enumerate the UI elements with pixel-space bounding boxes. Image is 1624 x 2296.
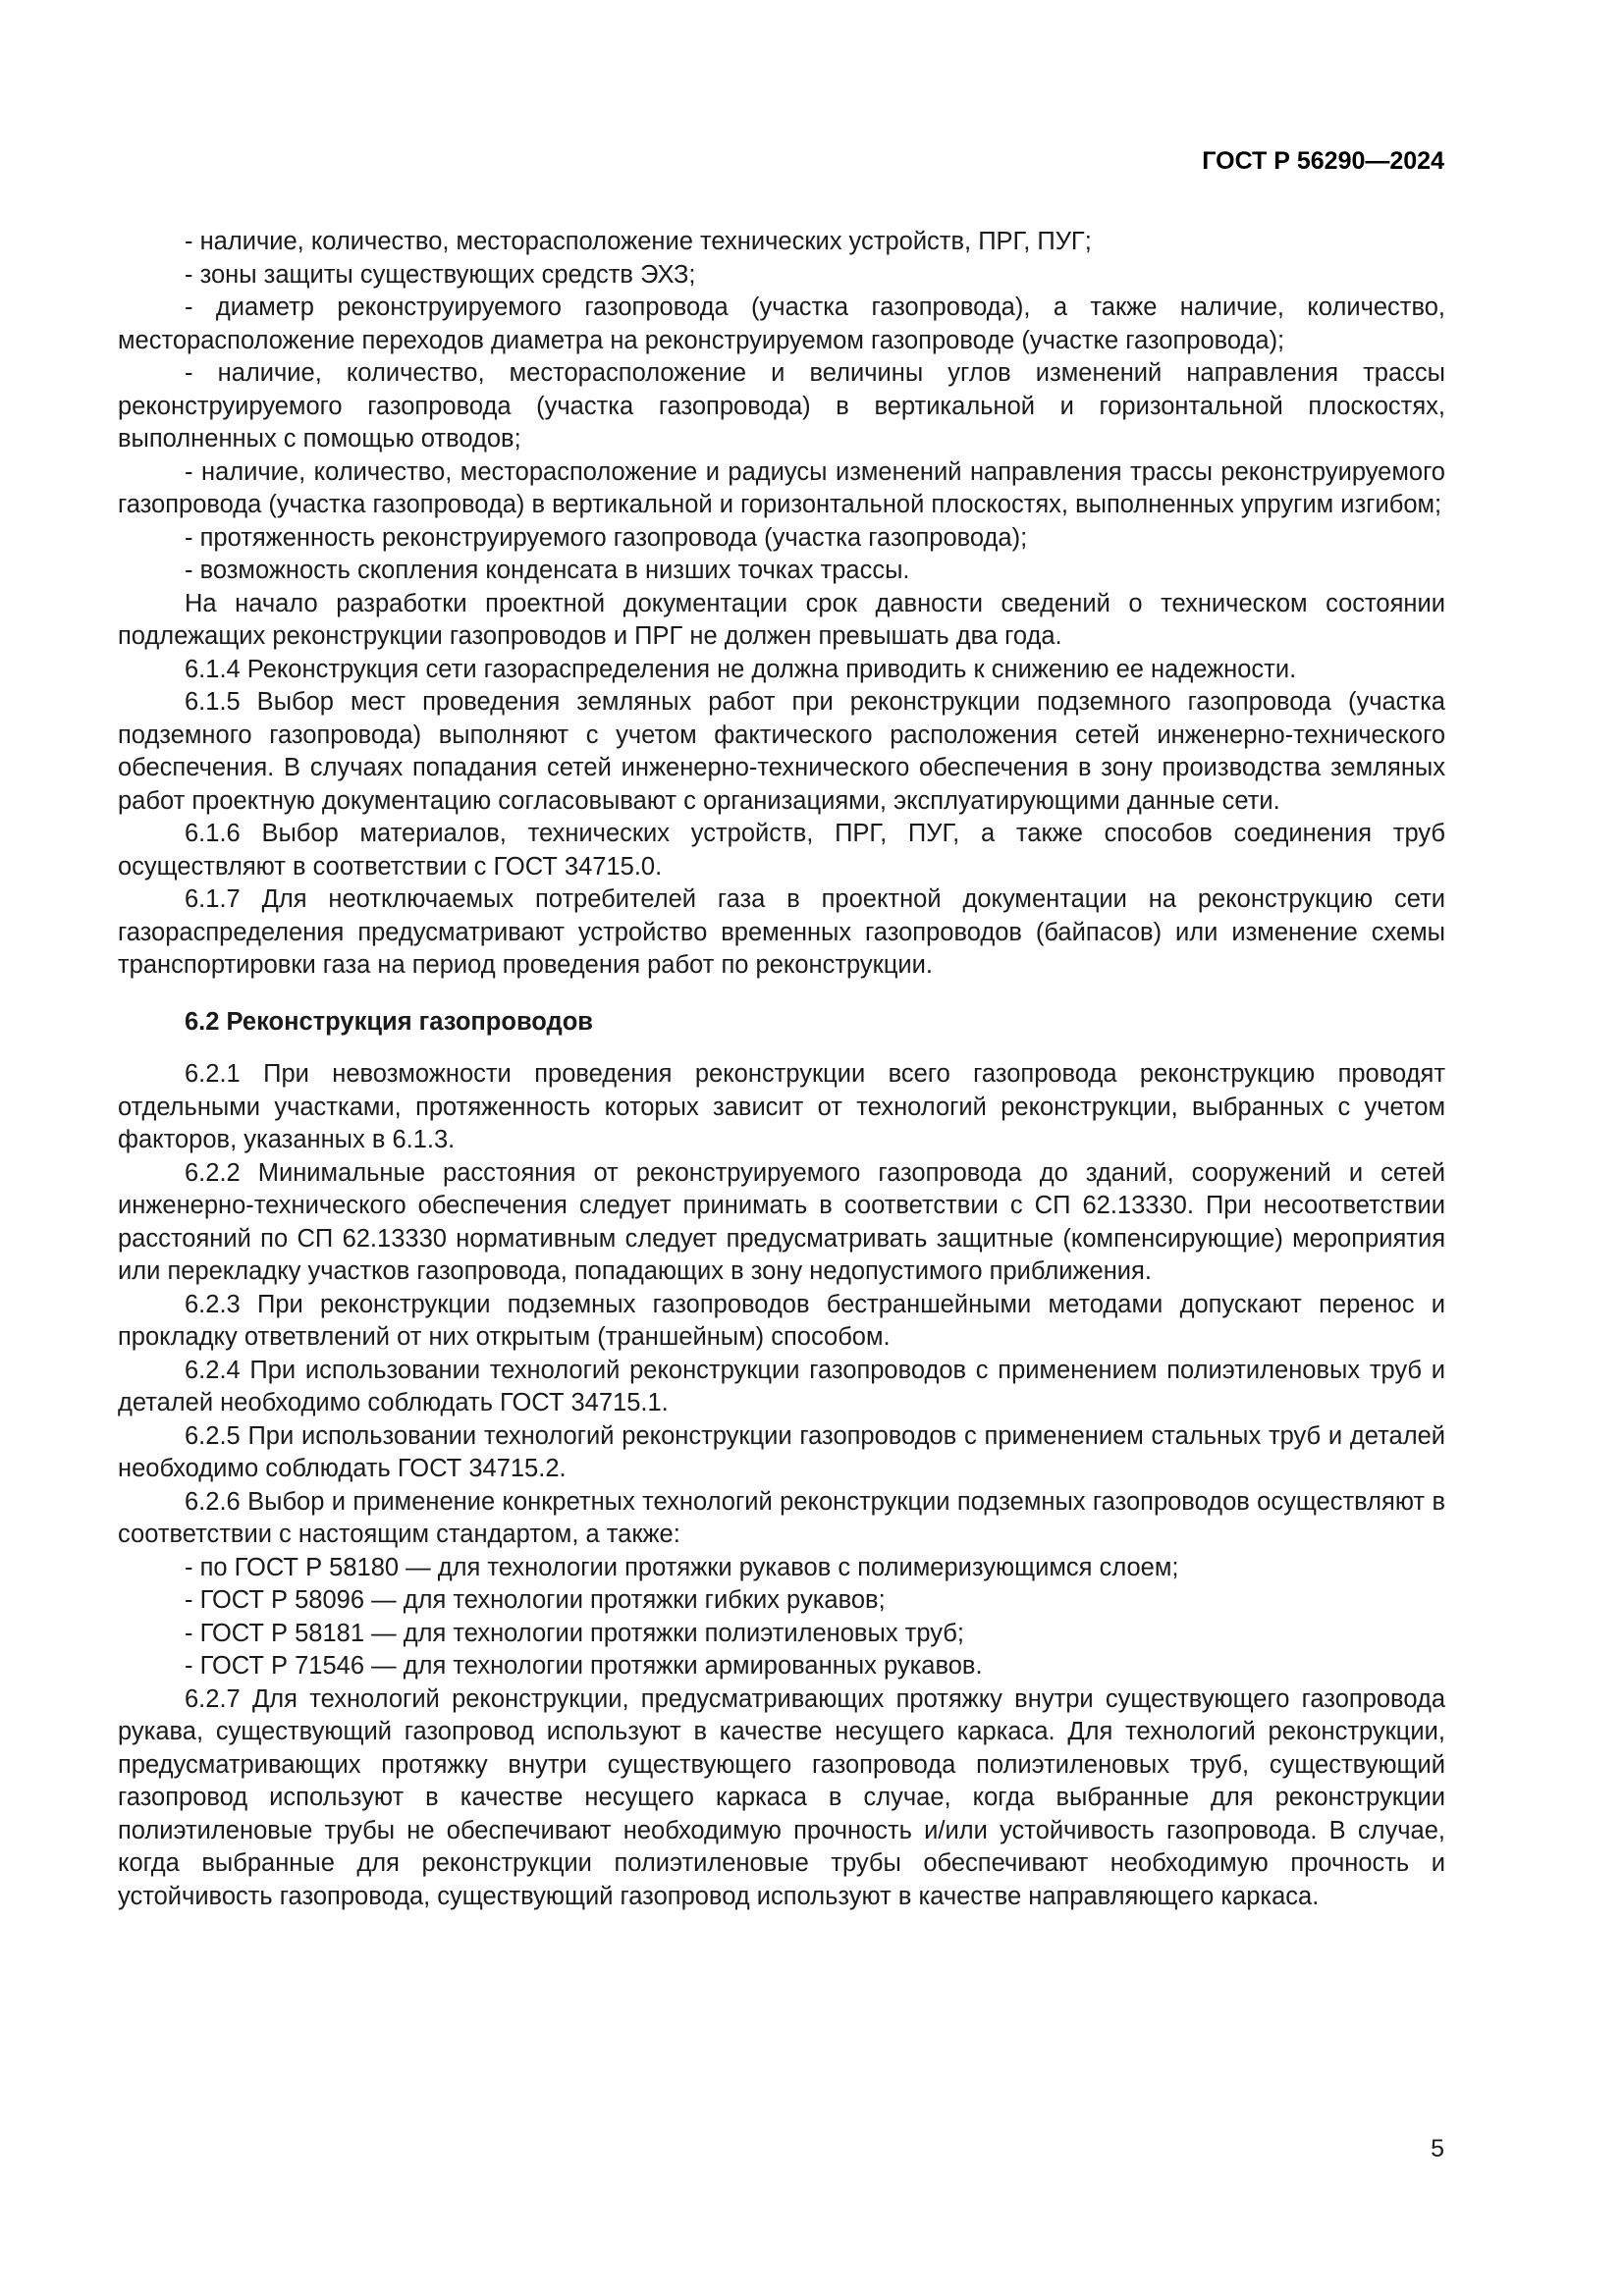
page-number: 5 <box>1431 2135 1444 2163</box>
document-header-id: ГОСТ Р 56290—2024 <box>1202 147 1444 175</box>
list-item-gost-58096: - ГОСТ Р 58096 — для технологии протяжки гибких рукавов; <box>185 1586 886 1614</box>
clause-6-1-5: 6.1.5 Выбор мест проведения земляных работ при реконструкции подземного газопровода (участка подземного газопровода) выполняют с учетом фактического расположения сетей инженерно-технического обеспечения. В случаях попадания сетей инженерно-технического обеспечения в зону производства земляных работ проектную документацию согласовывают с организациями, эксплуатирующими данные сети. <box>118 688 1445 815</box>
list-item-devices: - наличие, количество, месторасположение технических устройств, ПРГ, ПУГ; <box>185 228 1092 255</box>
document-body <box>118 226 1445 1913</box>
clause-6-2-3: 6.2.3 При реконструкции подземных газопроводов бестраншейными методами допускают перенос и прокладку ответвлений от них открытым (траншейным) способом. <box>118 1290 1445 1351</box>
section-heading-6-2: 6.2 Реконструкция газопроводов <box>185 1007 593 1036</box>
clause-6-2-4: 6.2.4 При использовании технологий реконструкции газопроводов с применением полиэтиленовых труб и деталей необходимо соблюдать ГОСТ 34715.1. <box>118 1356 1445 1416</box>
list-item-bends: - наличие, количество, месторасположение и величины углов изменений направления трассы реконструируемого газопровода (участка газопровода) в вертикальной и горизонтальной плоскостях, выполненных с помощью отводов; <box>118 359 1445 453</box>
clause-6-2-2: 6.2.2 Минимальные расстояния от реконструируемого газопровода до зданий, сооружений и сетей инженерно-технического обеспечения следует принимать в соответствии с СП 62.13330. При несоответствии расстояний по СП 62.13330 нормативным следует предусматривать защитные (компенсирующие) мероприятия или перекладку участков газопровода, попадающих в зону недопустимого приближения. <box>118 1158 1445 1285</box>
clause-6-1-4: 6.1.4 Реконструкция сети газораспределения не должна приводить к снижению ее надежности. <box>185 655 1297 683</box>
paragraph-data-age: На начало разработки проектной документации срок давности сведений о техническом состоянии подлежащих реконструкции газопроводов и ПРГ не должен превышать два года. <box>118 589 1445 650</box>
clause-6-1-7: 6.1.7 Для неотключаемых потребителей газа в проектной документации на реконструкцию сети газораспределения предусматривают устройство временных газопроводов (байпасов) или изменение схемы транспортировки газа на период проведения работ по реконструкции. <box>118 885 1445 979</box>
clause-6-2-7: 6.2.7 Для технологий реконструкции, предусматривающих протяжку внутри существующего газопровода рукава, существующий газопровод используют в качестве несущего каркаса. Для технологий реконструкции, предусматривающих протяжку внутри существующего газопровода полиэтиленовых труб, существующий газопровод используют в качестве несущего каркаса в случае, когда выбранные для реконструкции полиэтиленовые трубы не обеспечивают необходимую прочность и/или устойчивость газопровода. В случае, когда выбранные для реконструкции полиэтиленовые трубы обеспечивают необходимую прочность и устойчивость газопровода, существующий газопровод используют в качестве направляющего каркаса. <box>118 1684 1445 1910</box>
list-item-gost-58180: - по ГОСТ Р 58180 — для технологии протяжки рукавов с полимеризующимся слоем; <box>185 1553 1179 1581</box>
list-item-condensate: - возможность скопления конденсата в низших точках трассы. <box>185 557 910 584</box>
list-item-gost-71546: - ГОСТ Р 71546 — для технологии протяжки армированных рукавов. <box>185 1652 983 1680</box>
list-item-diameter: - диаметр реконструируемого газопровода (участка газопровода), а также наличие, количество, месторасположение переходов диаметра на реконструируемом газопроводе (участке газопровода); <box>118 294 1445 354</box>
clause-6-2-6: 6.2.6 Выбор и применение конкретных технологий реконструкции подземных газопроводов осуществляют в соответствии с настоящим стандартом, а также: <box>118 1487 1445 1548</box>
list-item-ehz-zones: - зоны защиты существующих средств ЭХЗ; <box>185 260 696 289</box>
clause-6-1-6: 6.1.6 Выбор материалов, технических устройств, ПРГ, ПУГ, а также способов соединения труб осуществляют в соответствии с ГОСТ 34715.0. <box>118 820 1445 881</box>
list-item-gost-58181: - ГОСТ Р 58181 — для технологии протяжки полиэтиленовых труб; <box>185 1619 964 1647</box>
clause-6-2-1: 6.2.1 При невозможности проведения реконструкции всего газопровода реконструкцию проводят отдельными участками, протяженность которых зависит от технологий реконструкции, выбранных с учетом факторов, указанных в 6.1.3. <box>118 1060 1445 1153</box>
list-item-elastic-bends: - наличие, количество, месторасположение и радиусы изменений направления трассы реконструируемого газопровода (участка газопровода) в вертикальной и горизонтальной плоскостях, выполненных упругим изгибом; <box>118 457 1445 518</box>
clause-6-2-5: 6.2.5 При использовании технологий реконструкции газопроводов с применением стальных труб и деталей необходимо соблюдать ГОСТ 34715.2. <box>118 1421 1445 1482</box>
list-item-length: - протяженность реконструируемого газопровода (участка газопровода); <box>185 523 1028 552</box>
